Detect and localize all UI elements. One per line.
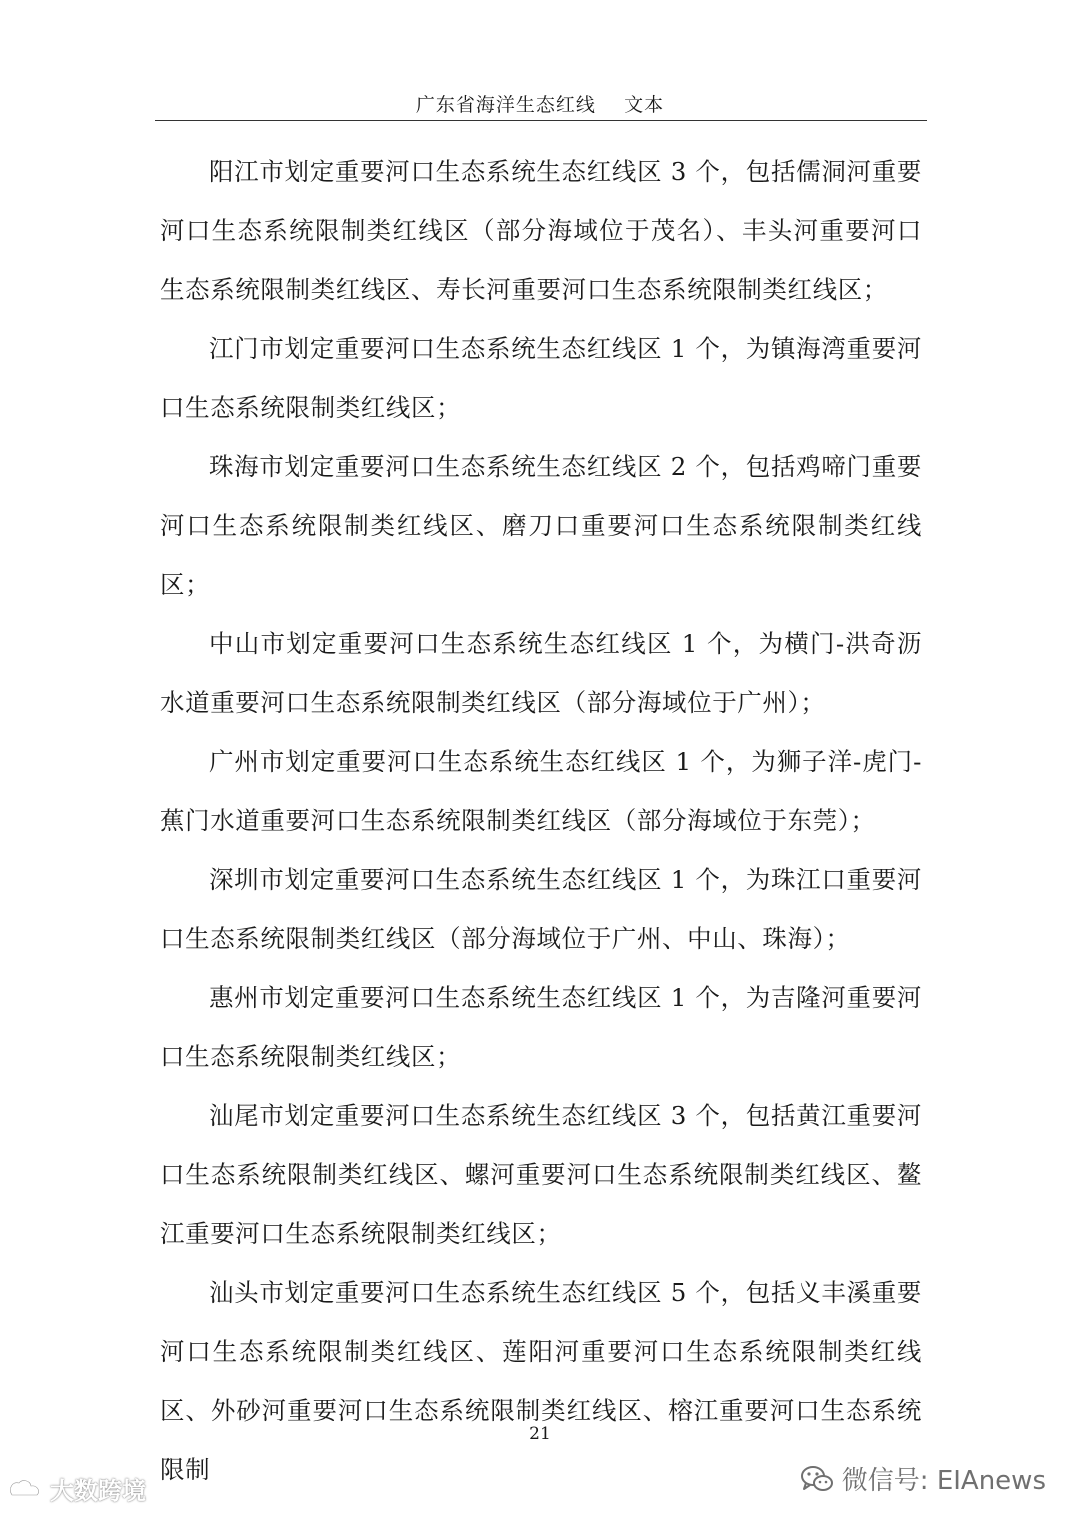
- wechat-watermark-text: 微信号: EIAnews: [841, 1466, 1046, 1496]
- brand-watermark: [6, 1471, 146, 1506]
- paragraph-shanwei: 汕尾市划定重要河口生态系统生态红线区 3 个，包括黄江重要河口生态系统限制类红线区、螺河重要河口生态系统限制类红线区、鳌江重要河口生态系统限制类红线区；: [160, 1101, 922, 1248]
- wechat-watermark: [800, 1460, 1046, 1497]
- paragraph-shenzhen: 深圳市划定重要河口生态系统生态红线区 1 个，为珠江口重要河口生态系统限制类红线区（部分海域位于广州、中山、珠海）；: [160, 865, 922, 953]
- running-header: 广东省海洋生态红线 文本: [415, 94, 665, 116]
- paragraph-guangzhou: 广州市划定重要河口生态系统生态红线区 1 个，为狮子洋-虎门-蕉门水道重要河口生态系统限制类红线区（部分海域位于东莞）；: [160, 747, 922, 835]
- paragraph-zhongshan: 中山市划定重要河口生态系统生态红线区 1 个，为横门-洪奇沥水道重要河口生态系统限制类红线区（部分海域位于广州）；: [160, 629, 922, 717]
- paragraph-yangjiang: 阳江市划定重要河口生态系统生态红线区 3 个，包括儒洞河重要河口生态系统限制类红线区（部分海域位于茂名）、丰头河重要河口生态系统限制类红线区、寿长河重要河口生态系统限制类红线区；: [160, 157, 922, 304]
- brand-watermark-text: 大数跨境: [50, 1477, 146, 1505]
- paragraph-shantou: 汕头市划定重要河口生态系统生态红线区 5 个，包括义丰溪重要河口生态系统限制类红线区、莲阳河重要河口生态系统限制类红线区、外砂河重要河口生态系统限制类红线区、榕江重要河口生态系统限制: [160, 1278, 922, 1484]
- header-divider: [155, 120, 927, 121]
- paragraph-jiangmen: 江门市划定重要河口生态系统生态红线区 1 个，为镇海湾重要河口生态系统限制类红线区；: [160, 334, 922, 422]
- wechat-icon: [800, 1464, 834, 1494]
- paragraph-huizhou: 惠州市划定重要河口生态系统生态红线区 1 个，为吉隆河重要河口生态系统限制类红线区；: [160, 983, 922, 1071]
- page-number: 21: [529, 1424, 551, 1444]
- paragraph-zhuhai: 珠海市划定重要河口生态系统生态红线区 2 个，包括鸡啼门重要河口生态系统限制类红线区、磨刀口重要河口生态系统限制类红线区；: [160, 452, 922, 599]
- brand-logo-icon: [6, 1477, 44, 1501]
- document-body: [160, 142, 922, 1499]
